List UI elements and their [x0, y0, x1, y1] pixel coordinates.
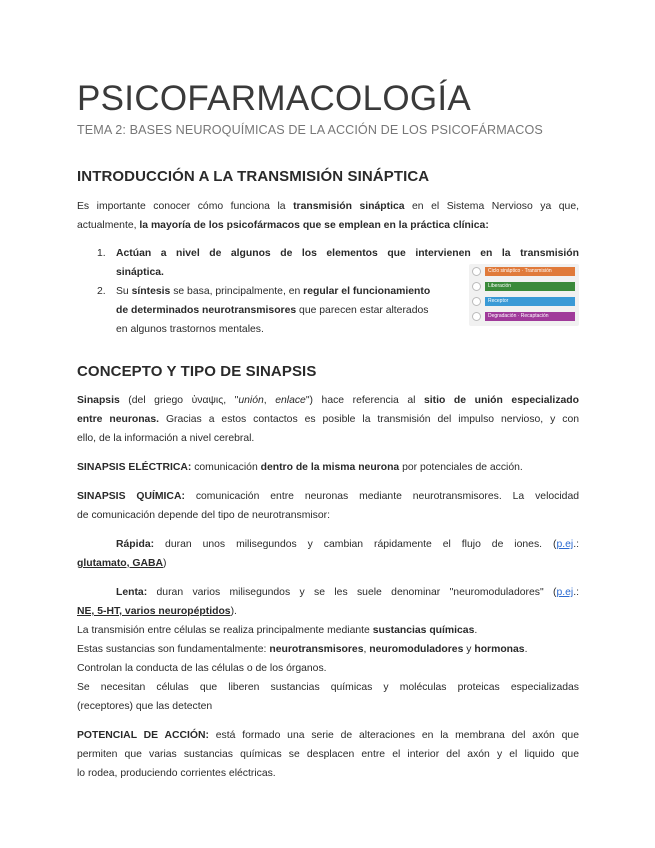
degradation-icon	[472, 312, 481, 321]
synaptic-cycle-figure	[469, 264, 579, 326]
rapida-paragraph: Rápida: duran unos milisegundos y cambian rápidamente el flujo de iones. (p.ej.: glutamato, GABA)	[77, 539, 579, 569]
transmision-lines: La transmisión entre células se realiza principalmente mediante sustancias químicas. Estas sustancias son fundamentalmente: neurotransmisores, neuromoduladores y hormonas. Controlan la conducta de las células o de los órganos. Se necesitan células que liberen sustancias químicas y moléculas proteicas especializadas (receptores) que las detecten	[77, 625, 579, 712]
sinapsis-electrica: SINAPSIS ELÉCTRICA: comunicación dentro de la misma neurona por potenciales de acción.	[77, 462, 523, 473]
list-item: 2. Su síntesis se basa, principalmente, en regular el funcionamiento de determinados neurotransmisores que parecen estar alterados en algunos trastornos mentales.	[97, 286, 431, 335]
section-heading-concepto: CONCEPTO Y TIPO DE SINAPSIS	[77, 363, 317, 380]
intro-paragraph: Es importante conocer cómo funciona la transmisión sináptica en el Sistema Nervioso ya que, actualmente, la mayoría de los psicofármacos que se emplean en la práctica clínica:	[77, 201, 579, 231]
lenta-paragraph: Lenta: duran varios milisegundos y se les suele denominar "neuromoduladores" (p.ej.: NE, 5-HT, varios neuropéptidos).	[77, 587, 579, 617]
figure-row: Ciclo sináptico · Transmisión	[485, 267, 575, 276]
figure-row: Degradación · Recaptación	[485, 312, 575, 321]
receptor-icon	[472, 297, 481, 306]
release-icon	[472, 282, 481, 291]
section-heading-introduccion: INTRODUCCIÓN A LA TRANSMISIÓN SINÁPTICA	[77, 168, 430, 185]
sinapsis-paragraph: Sinapsis (del griego ὑναψις, "unión, enlace") hace referencia al sitio de unión especializado entre neuronas. Gracias a estos contactos es posible la transmisión del impulso nervioso, y con ello, de la información a nivel cerebral.	[77, 395, 580, 444]
figure-row: Liberación	[485, 282, 575, 291]
figure-row: Receptor	[485, 297, 575, 306]
document-page	[77, 78, 579, 783]
pej-link[interactable]: p.ej	[556, 539, 574, 550]
sinapsis-quimica: SINAPSIS QUÍMICA: comunicación entre neuronas mediante neurotransmisores. La velocidad de comunicación depende del tipo de neurotransmisor:	[77, 491, 579, 521]
page-title: PSICOFARMACOLOGÍA	[77, 79, 472, 118]
potencial-paragraph: POTENCIAL DE ACCIÓN: está formado una serie de alteraciones en la membrana del axón que permiten que varias sustancias químicas se desplacen entre el interior del axón y el liquido que lo rodea, produciendo corrientes eléctricas.	[77, 730, 579, 779]
page-subtitle: TEMA 2: BASES NEUROQUÍMICAS DE LA ACCIÓN DE LOS PSICOFÁRMACOS	[77, 123, 543, 137]
pej-link[interactable]: p.ej	[556, 587, 574, 598]
list-item: 1. Actúan a nivel de algunos de los elementos que intervienen en la transmisión sináptica.	[97, 248, 579, 278]
cycle-icon	[472, 267, 481, 276]
